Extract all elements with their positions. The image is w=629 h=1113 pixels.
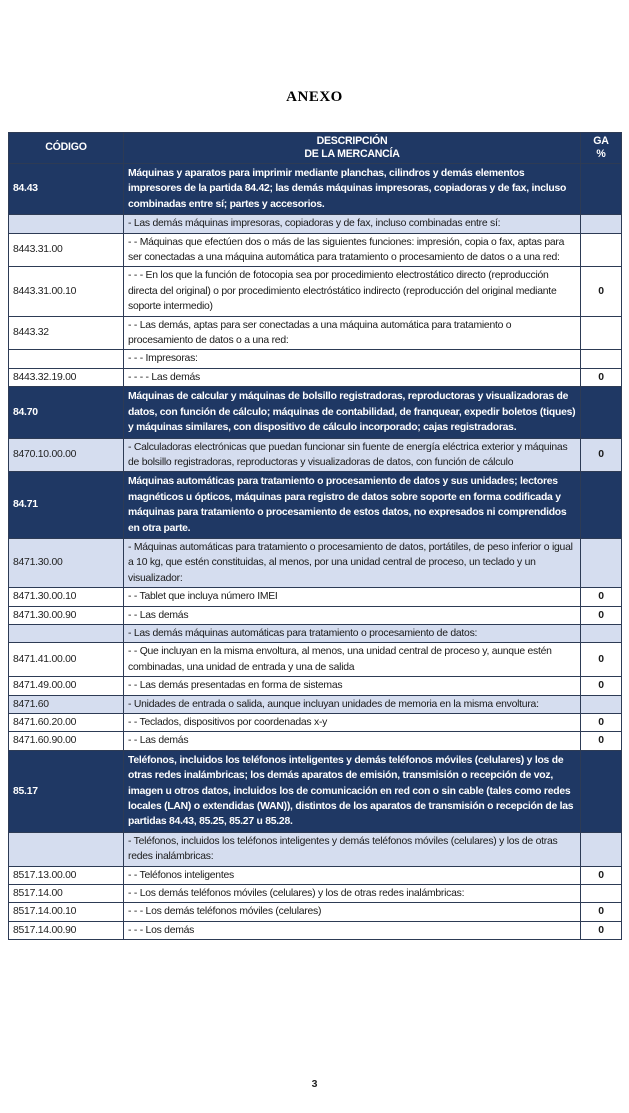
table-row [9,885,622,903]
table-row [9,164,622,215]
cell-description: - - Las demás presentadas en forma de sistemas [124,677,581,695]
cell-code: 84.71 [9,472,124,539]
header-descripcion [124,133,581,164]
cell-code: 8470.10.00.00 [9,438,124,472]
cell-description: - - - - Las demás [124,368,581,386]
cell-ga [581,233,622,267]
cell-ga [581,624,622,642]
table-row [9,538,622,587]
table-row [9,472,622,539]
cell-code: 8471.41.00.00 [9,643,124,677]
table-row [9,695,622,713]
header-ga [581,133,622,164]
cell-description: Teléfonos, incluidos los teléfonos inteligentes y demás teléfonos móviles (celulares) y los de otras redes inalámbricas; los demás aparatos de emisión, transmisión o recepción de voz, imagen u otros datos, incluidos los de comunicación en red con o sin cable (tales como redes locales (LAN) o extendidas (WAN)), distintos de los aparatos de transmisión o recepción de las partidas 84.43, 85.25, 85.27 u 85.28. [124,750,581,832]
cell-code: 8443.31.00 [9,233,124,267]
cell-ga [581,695,622,713]
table-row [9,368,622,386]
table-row [9,350,622,368]
cell-description: - - - Los demás [124,921,581,939]
cell-description: - - Teclados, dispositivos por coordenadas x-y [124,714,581,732]
cell-code: 8471.30.00.10 [9,588,124,606]
table-row [9,233,622,267]
header-descripcion-line1: DESCRIPCIÓN [316,134,388,147]
cell-code: 8471.60.20.00 [9,714,124,732]
cell-code: 8471.60.90.00 [9,732,124,750]
cell-ga: 0 [581,732,622,750]
page-title: ANEXO [286,89,343,105]
cell-ga: 0 [581,643,622,677]
cell-description: - Las demás máquinas impresoras, copiadoras y de fax, incluso combinadas entre sí: [124,215,581,233]
cell-ga: 0 [581,903,622,921]
cell-code [9,832,124,866]
cell-ga [581,215,622,233]
cell-code: 84.43 [9,164,124,215]
table-row [9,750,622,832]
cell-description: - Máquinas automáticas para tratamiento o procesamiento de datos, portátiles, de peso inferior o igual a 10 kg, que estén constituidas, al menos, por una unidad central de proceso, un teclado y un visualizador: [124,538,581,587]
table-header-row [9,133,622,164]
cell-code: 8471.30.00 [9,538,124,587]
cell-ga [581,832,622,866]
cell-ga: 0 [581,921,622,939]
cell-code [9,350,124,368]
cell-ga [581,750,622,832]
table-row [9,866,622,884]
cell-ga [581,387,622,438]
table-row [9,903,622,921]
header-ga-line2: % [596,148,606,160]
table-row [9,624,622,642]
table-row [9,316,622,350]
header-descripcion-line2: DE LA MERCANCÍA [304,148,400,160]
cell-ga: 0 [581,677,622,695]
cell-ga [581,350,622,368]
cell-description: - - Las demás, aptas para ser conectadas a una máquina automática para tratamiento o procesamiento de datos o a una red: [124,316,581,350]
cell-description: - - Las demás [124,606,581,624]
cell-code: 8471.60 [9,695,124,713]
cell-ga [581,316,622,350]
header-codigo: CÓDIGO [9,133,124,164]
cell-description: Máquinas de calcular y máquinas de bolsillo registradoras, reproductoras y visualizadoras de datos, con función de cálculo; máquinas de contabilidad, de franquear, expedir boletos (tiques) y máquinas similares, con dispositivo de cálculo incorporado; cajas registradoras. [124,387,581,438]
cell-ga [581,472,622,539]
cell-description: - - Las demás [124,732,581,750]
cell-ga [581,164,622,215]
header-ga-line1: GA [593,134,609,147]
cell-description: - - Que incluyan en la misma envoltura, al menos, una unidad central de proceso y, aunque estén combinadas, una unidad de entrada y una de salida [124,643,581,677]
table-row [9,588,622,606]
cell-description: - Calculadoras electrónicas que puedan funcionar sin fuente de energía eléctrica exterior y máquinas de bolsillo registradoras, reproductoras y visualizadoras de datos, con función de cálculo [124,438,581,472]
table-body [9,164,622,940]
cell-ga [581,885,622,903]
cell-ga [581,538,622,587]
table-row [9,215,622,233]
tariff-table [8,132,622,940]
cell-code: 8443.31.00.10 [9,267,124,316]
table-row [9,832,622,866]
cell-description: - Unidades de entrada o salida, aunque incluyan unidades de memoria en la misma envoltura: [124,695,581,713]
cell-ga: 0 [581,267,622,316]
cell-code: 8517.13.00.00 [9,866,124,884]
cell-description: Máquinas y aparatos para imprimir mediante planchas, cilindros y demás elementos impresores de la partida 84.42; las demás máquinas impresoras, copiadoras y de fax, incluso combinadas entre sí; partes y accesorios. [124,164,581,215]
cell-ga: 0 [581,866,622,884]
cell-description: - Teléfonos, incluidos los teléfonos inteligentes y demás teléfonos móviles (celulares) y los de otras redes inalámbricas: [124,832,581,866]
table-row [9,677,622,695]
cell-description: - - Tablet que incluya número IMEI [124,588,581,606]
table-row [9,267,622,316]
cell-code: 85.17 [9,750,124,832]
cell-ga: 0 [581,368,622,386]
cell-description: - - Máquinas que efectúen dos o más de las siguientes funciones: impresión, copia o fax, aptas para ser conectadas a una máquina automática para tratamiento o procesamiento de datos o a una red: [124,233,581,267]
table-row [9,714,622,732]
cell-description: - - Teléfonos inteligentes [124,866,581,884]
table-header [9,133,622,164]
cell-ga: 0 [581,714,622,732]
document-page [0,89,629,1113]
cell-description: Máquinas automáticas para tratamiento o procesamiento de datos y sus unidades; lectores magnéticos u ópticos, máquinas para registro de datos sobre soporte en forma codificada y máquinas para tratamiento o procesamiento de estos datos, no expresados ni comprendidos en otra parte. [124,472,581,539]
cell-code [9,624,124,642]
cell-code: 8517.14.00.10 [9,903,124,921]
cell-code: 8443.32.19.00 [9,368,124,386]
cell-code: 8443.32 [9,316,124,350]
table-row [9,921,622,939]
cell-description: - - - En los que la función de fotocopia sea por procedimiento electrostático directo (reproducción directa del original) o por procedimiento electróstático indirecto (reproducción del original mediante soporte intermedio) [124,267,581,316]
cell-description: - - Los demás teléfonos móviles (celulares) y los de otras redes inalámbricas: [124,885,581,903]
cell-code: 8517.14.00.90 [9,921,124,939]
cell-code: 8471.49.00.00 [9,677,124,695]
cell-ga: 0 [581,606,622,624]
cell-description: - - - Impresoras: [124,350,581,368]
cell-description: - Las demás máquinas automáticas para tratamiento o procesamiento de datos: [124,624,581,642]
cell-code: 8471.30.00.90 [9,606,124,624]
table-row [9,643,622,677]
cell-code: 84.70 [9,387,124,438]
table-row [9,606,622,624]
cell-ga: 0 [581,438,622,472]
table-row [9,732,622,750]
page-number: 3 [311,1078,318,1090]
table-row [9,387,622,438]
cell-code: 8517.14.00 [9,885,124,903]
cell-ga: 0 [581,588,622,606]
cell-description: - - - Los demás teléfonos móviles (celulares) [124,903,581,921]
table-row [9,438,622,472]
cell-code [9,215,124,233]
